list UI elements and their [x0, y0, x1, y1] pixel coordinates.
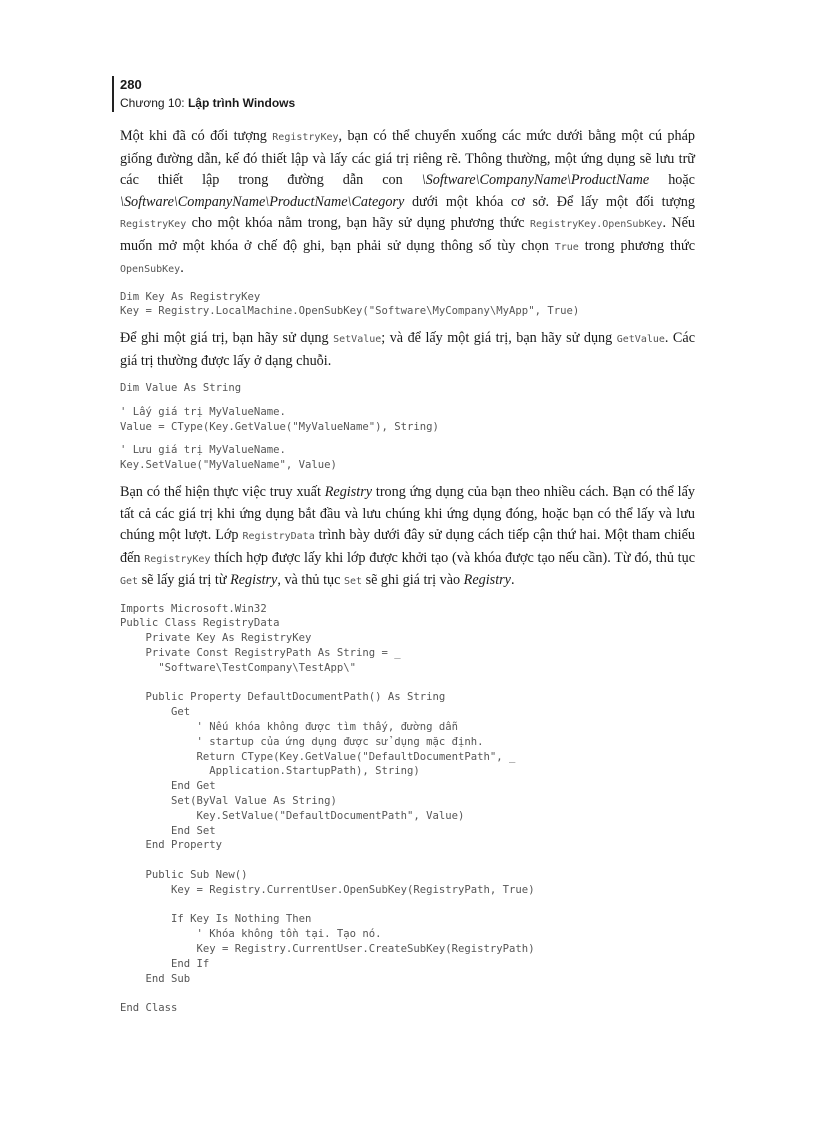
text-run: sẽ lấy giá trị từ	[138, 572, 231, 589]
text-run: Bạn có thể hiện thực việc truy xuất	[120, 484, 325, 501]
page-number: 280	[120, 77, 142, 92]
text-run: trong ứng dụng của bạn theo nhiều cách. Bạn có thể lấy tất cả các giá trị khi ứng dụng bắt đầu và lưu chúng khi ứng dụng đóng, hoặc bạn có thể lấy và lưu chúng một lượt. Lớp	[120, 484, 696, 544]
text-run: Để ghi một giá trị, bạn hãy sử dụng	[120, 330, 334, 347]
inline-code: SetValue	[333, 334, 382, 346]
code-registry-data-class: Imports Microsoft.Win32 Public Class RegistryData Private Key As RegistryKey Private Const RegistryPath As String = _ "Software\TestCompany\TestApp\" Public Property DefaultDocumentPath() As String Get ' Nếu khóa không được tìm thấy, đường dẫn ' startup của ứng dụng được sử dụng mặc định. Return CType(Key.GetValue("DefaultDocumentPath", _ Application.StartupPath), String) End Get Set(ByVal Value As String) Key.SetValue("DefaultDocumentPath", Value) End Set End Property Public Sub New() Key = Registry.CurrentUser.OpenSubKey(RegistryPath, True) If Key Is Nothing Then ' Khóa không tồn tại. Tạo nó. Key = Registry.CurrentUser.CreateSubKey(RegistryPath) End If End Sub End Class	[120, 602, 535, 1015]
code-set-value: ' Lưu giá trị MyValueName. Key.SetValue("MyValueName", Value)	[120, 444, 337, 472]
inline-code: RegistryData	[242, 531, 315, 543]
italic-term: Registry	[230, 572, 278, 589]
inline-code: GetValue	[616, 334, 665, 346]
text-run: . Nếu muốn mở một khóa ở chế độ ghi, bạn phải sử dụng thông số tùy chọn	[120, 215, 695, 254]
text-run: Một khi đã có đối tượng	[120, 128, 273, 144]
paragraph-registry-intro	[120, 126, 695, 281]
inline-code: RegistryKey	[120, 219, 187, 230]
page-content	[120, 126, 695, 1025]
text-run: dưới một khóa cơ sở. Để lấy một đối tượng	[404, 193, 695, 210]
inline-code: RegistryKey	[144, 553, 211, 565]
text-run: hoặc	[649, 172, 695, 188]
text-run: .	[510, 572, 515, 589]
code-get-value: ' Lấy giá trị MyValueName. Value = CType(Key.GetValue("MyValueName"), String)	[120, 405, 439, 433]
chapter-prefix: Chương 10:	[120, 96, 188, 110]
chapter-title: Lập trình Windows	[187, 96, 296, 110]
text-run: . Các giá trị thường được lấy ở dạng chuỗi.	[120, 330, 695, 369]
text-run: , và thủ tục	[277, 572, 344, 589]
paragraph-registry-access	[120, 482, 695, 593]
text-run: thích hợp được lấy khi lớp được khởi tạo (và khóa được tạo nếu cần). Từ đó, thủ tục	[210, 549, 695, 566]
paragraph-set-get-value	[120, 328, 695, 372]
inline-code: Get	[120, 576, 139, 588]
inline-code: RegistryKey.OpenSubKey	[529, 219, 663, 230]
text-run: trình bày dưới đây sử dụng cách tiếp cận thứ hai. Một tham chiếu đến	[120, 527, 695, 566]
inline-code: True	[554, 241, 579, 253]
text-run: trong phương thức	[578, 237, 695, 254]
text-run: , bạn có thể chuyển xuống các mức dưới bằng một cú pháp giống đường dẫn, kế đó thiết lập và lấy các giá trị riêng rẽ. Thông thường, một ứng dụng sẽ lưu trữ các thiết lập trong đường dẫn con	[120, 128, 695, 188]
italic-path: \Software\CompanyName\ProductName\Category	[120, 193, 405, 210]
text-run: sẽ ghi giá trị vào	[362, 572, 464, 589]
text-run: .	[180, 260, 184, 276]
italic-term: Registry	[324, 484, 373, 501]
inline-code: Set	[343, 576, 363, 588]
inline-code: OpenSubKey	[120, 264, 181, 275]
code-open-subkey: Dim Key As RegistryKey Key = Registry.LocalMachine.OpenSubKey("Software\MyCompany\MyApp", True)	[120, 290, 580, 318]
header-rule	[112, 76, 114, 112]
italic-path: \Software\CompanyName\ProductName	[421, 172, 650, 188]
chapter-heading	[120, 95, 295, 111]
text-run: ; và để lấy một giá trị, bạn hãy sử dụng	[381, 330, 617, 347]
italic-term: Registry	[463, 572, 511, 589]
inline-code: RegistryKey	[272, 132, 339, 143]
text-run: cho một khóa nằm trong, bạn hãy sử dụng phương thức	[186, 215, 530, 231]
code-dim-value: Dim Value As String	[120, 382, 242, 395]
